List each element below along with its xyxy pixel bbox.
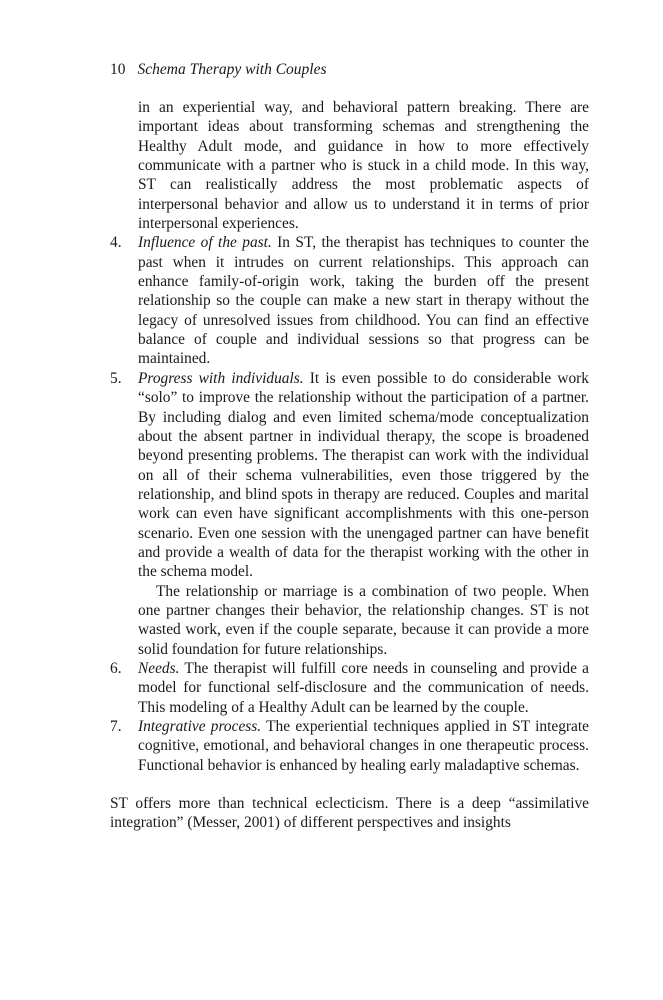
- list-item-6: [110, 659, 589, 717]
- item-text: The experiential techniques applied in ST integrate cognitive, emotional, and behavioral changes in one therapeutic process. Functional behavior is enhanced by healing early maladaptive schemas.: [138, 718, 589, 774]
- list-item-7: [110, 717, 589, 775]
- item-number: 6.: [110, 659, 122, 677]
- item-text: The therapist will fulfill core needs in counseling and provide a model for functional self-disclosure and the communication of needs. This modeling of a Healthy Adult can be learned by the couple.: [138, 659, 589, 716]
- item-lead: Integrative process.: [138, 718, 262, 735]
- item-lead: Influence of the past.: [138, 234, 272, 252]
- list-item-5: [110, 369, 589, 659]
- item-text: It is even possible to do considerable work “solo” to improve the relationship without the participation of a partner. By including dialog and even limited schema/mode conceptualization about the absent partner in individual therapy, the scope is broadened beyond presenting problems. The therapist can work with the individual on all of their schema vulnerabilities, even those triggered by the relationship, and blind spots in therapy are reduced. Couples and marital work can even have significant accomplishments with this one-person scenario. Even one session with the unengaged partner can have benefit and provide a wealth of data for the therapist working with the other in the schema model.: [138, 369, 589, 581]
- item-number: 5.: [110, 369, 122, 387]
- intro-paragraph: in an experiential way, and behavioral pattern breaking. There are important ideas about transforming schemas and strengthening the Healthy Adult mode, and guidance in how to more effectively communicate with a partner who is stuck in a child mode. In this way, ST can realistically address the most problematic aspects of interpersonal behavior and allow us to understand it in terms of prior interpersonal experiences.: [138, 99, 589, 233]
- closing-paragraph: ST offers more than technical eclecticism. There is a deep “assimilative integration” (Messer, 2001) of different perspectives and insights: [110, 795, 589, 832]
- item-number: 4.: [110, 234, 122, 252]
- numbered-list: [110, 233, 589, 775]
- item-lead: Progress with individuals.: [138, 369, 304, 387]
- running-head: [110, 60, 327, 80]
- book-title: Schema Therapy with Couples: [137, 61, 327, 78]
- item-lead: Needs.: [138, 659, 180, 677]
- list-item-4: [110, 233, 589, 368]
- item-text: In ST, the therapist has techniques to counter the past when it intrudes on current relationships. This approach can enhance family-of-origin work, taking the burden off the present relationship so the couple can make a new start in therapy without the legacy of unresolved issues from childhood. You can find an effective balance of couple and individual sessions so that progress can be maintained.: [138, 234, 589, 368]
- item-number: 7.: [110, 718, 122, 735]
- body-text: [110, 98, 589, 833]
- item-continuation-paragraph: The relationship or marriage is a combination of two people. When one partner changes their behavior, the relationship changes. ST is not wasted work, even if the couple separate, because it can provide a more solid foundation for future relationships.: [138, 582, 589, 658]
- page-number: 10: [110, 61, 126, 78]
